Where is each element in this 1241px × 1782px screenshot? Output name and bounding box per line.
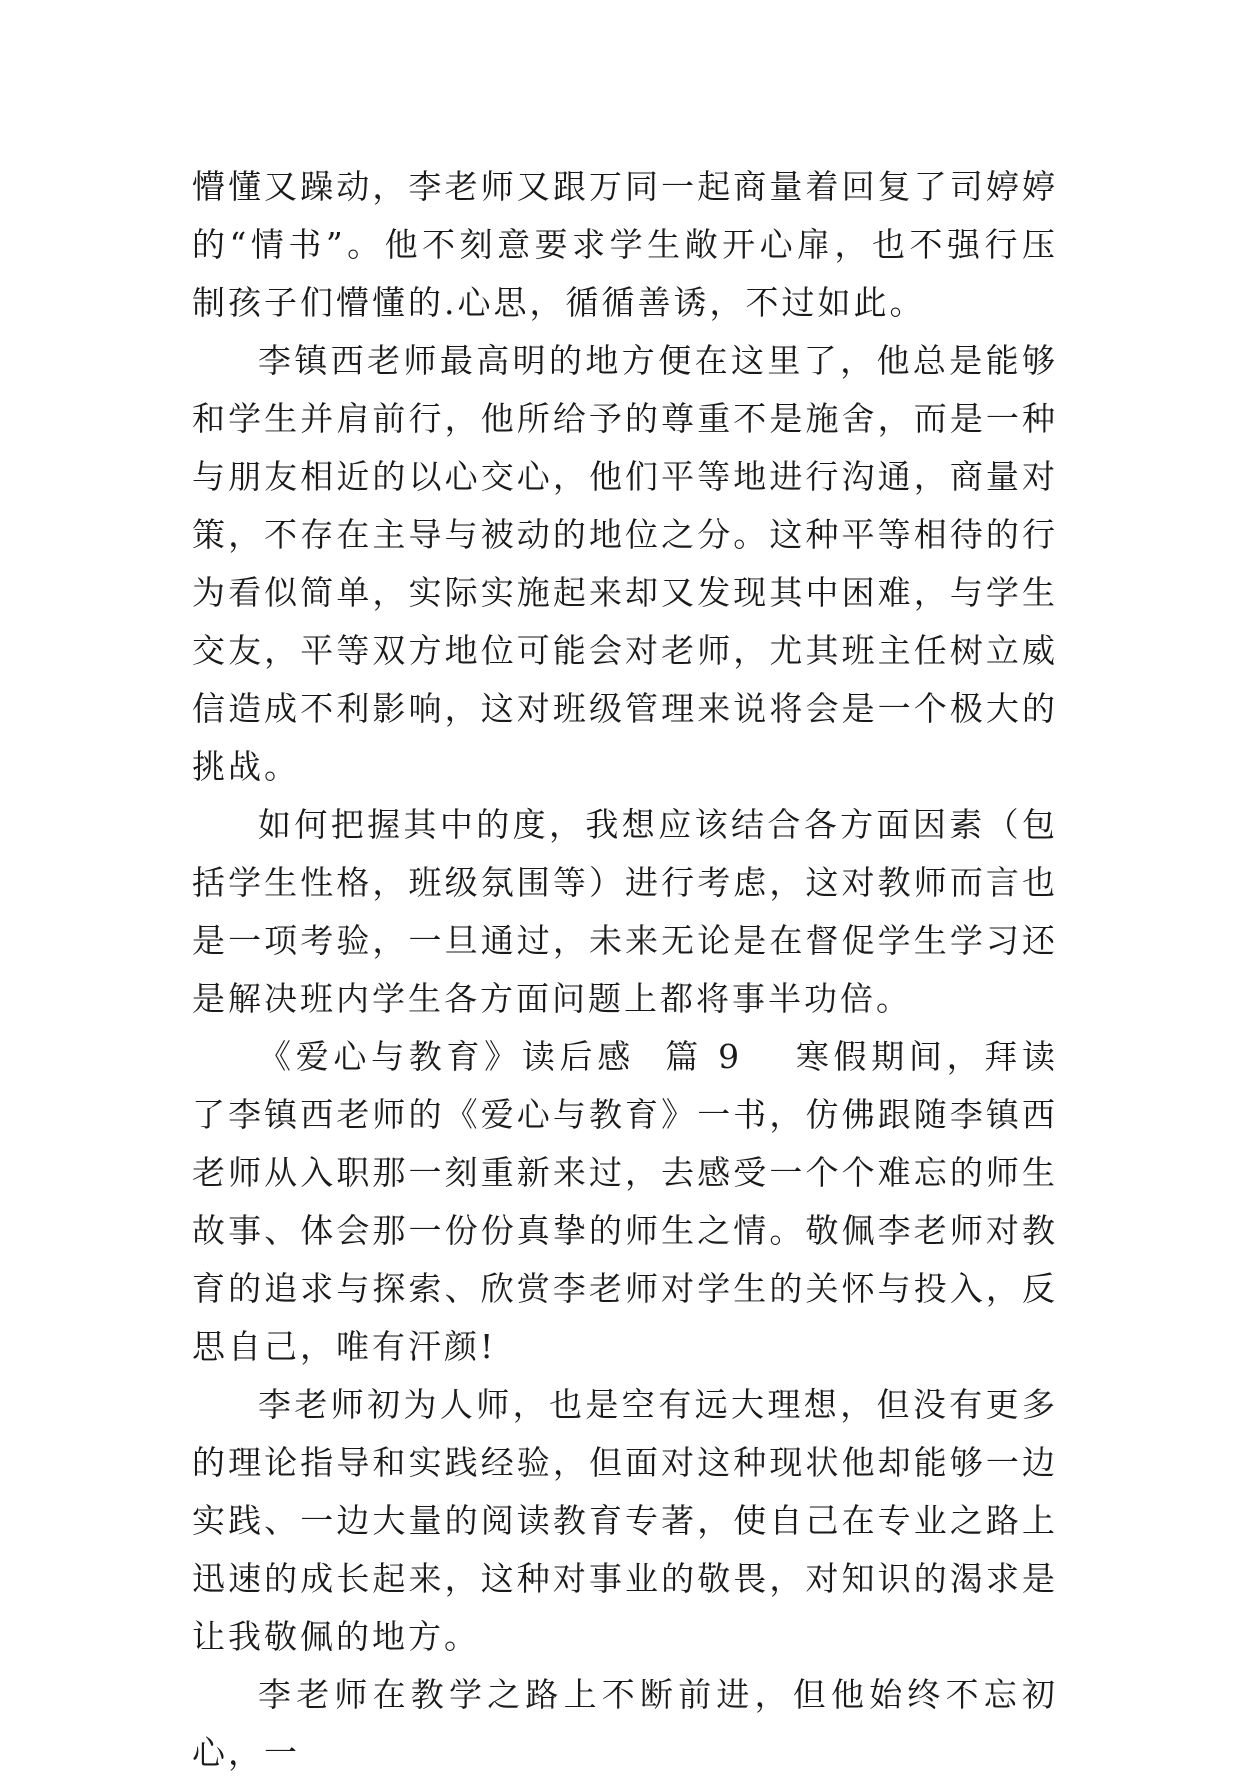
paragraph-4-text: 寒假期间，拜读了李镇西老师的《爱心与教育》一书，仿佛跟随李镇西老师从入职那一刻重新来过，去感受一个个难忘的师生故事、体会那一份份真挚的师生之情。敬佩李老师对教育的追求与探索、欣赏李老师对学生的关怀与投入，反思自己，唯有汗颜! [192,1037,1059,1366]
paragraph-1: 懵懂又躁动，李老师又跟万同一起商量着回复了司婷婷的“情书”。他不刻意要求学生敞开心扉，也不强行压制孩子们懵懂的.心思，循循善诱，不过如此。 [192,167,1058,322]
paragraph-5: 李老师初为人师，也是空有远大理想，但没有更多的理论指导和实践经验，但面对这种现状他却能够一边实践、一边大量的阅读教育专著，使自己在专业之路上迅速的成长起来，这种对事业的敬畏，对知识的渴求是让我敬佩的地方。 [192,1385,1058,1656]
document-body [192,158,1058,1782]
section-heading: 《爱心与教育》读后感 篇 9 [258,1037,743,1076]
paragraph-6: 李老师在教学之路上不断前进，但他始终不忘初心，一 [192,1675,1058,1772]
paragraph-4 [192,1028,1058,1376]
paragraph-2: 李镇西老师最高明的地方便在这里了，他总是能够和学生并肩前行，他所给予的尊重不是施舍，而是一种与朋友相近的以心交心，他们平等地进行沟通，商量对策，不存在主导与被动的地位之分。这种平等相待的行为看似简单，实际实施起来却又发现其中困难，与学生交友，平等双方地位可能会对老师，尤其班主任树立威信造成不利影响，这对班级管理来说将会是一个极大的挑战。 [192,341,1058,786]
paragraph-3: 如何把握其中的度，我想应该结合各方面因素（包括学生性格，班级氛围等）进行考虑，这对教师而言也是一项考验，一旦通过，未来无论是在督促学生学习还是解决班内学生各方面问题上都将事半功倍。 [192,805,1058,1018]
